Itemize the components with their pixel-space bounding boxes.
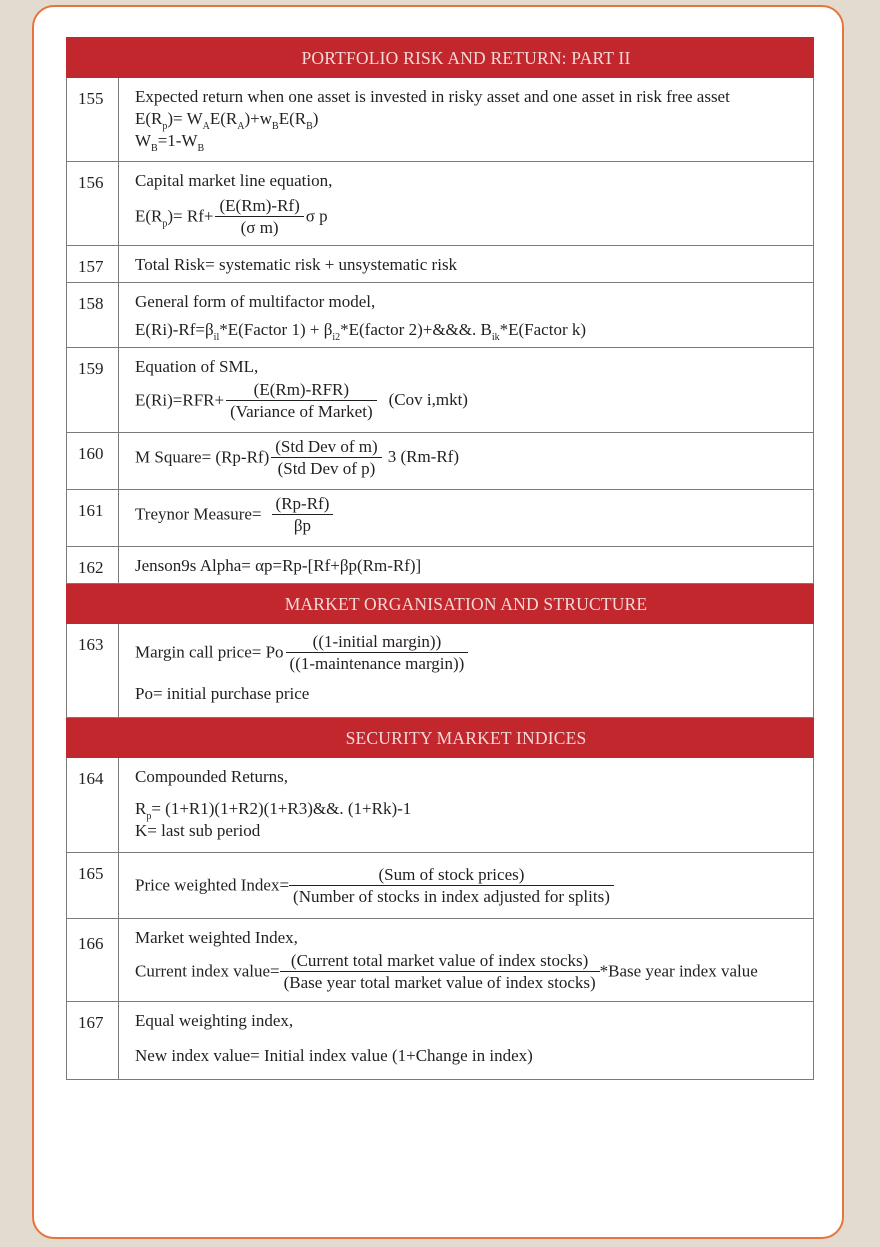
- table-row: [67, 283, 814, 348]
- formula-equation: $W_B=1-W_B$: [135, 131, 205, 154]
- formula-text: K= last sub period: [135, 821, 261, 840]
- table-row: [67, 348, 814, 433]
- formula-equation: Price weighted Index= $\frac{\text{(Sum of stock prices)}}{\text{(Number of stocks in index adjusted for splits)}}$: [135, 865, 813, 908]
- formula-equation: $E(R_p)= Rf+$ $\frac{(E(Rm)-Rf)}{\text{(σ m)}}$ σ p: [135, 196, 328, 237]
- table-row: [67, 490, 814, 547]
- row-number: 167: [67, 1002, 119, 1080]
- table-row: [67, 547, 814, 584]
- row-number: 164: [67, 758, 119, 853]
- row-number: 156: [67, 162, 119, 246]
- formula-cell: [119, 624, 814, 718]
- row-number: 162: [67, 547, 119, 584]
- formula-cell: [119, 162, 814, 246]
- formula-text: Expected return when one asset is invested in risky asset and one asset in risk free asset: [135, 87, 730, 106]
- row-number: 158: [67, 283, 119, 348]
- formula-equation: $E(R_p)= W_AE(R_A)+w_BE(R_B)$: [135, 109, 319, 132]
- formula-text: Market weighted Index,: [135, 928, 298, 947]
- table-row: [67, 919, 814, 1002]
- formula-cell: [119, 1002, 814, 1080]
- table-row: [67, 246, 814, 283]
- fraction: $\frac{\text{(Std Dev of m)}}{\text{(Std Dev of p)}}$: [271, 437, 381, 480]
- row-number: 161: [67, 490, 119, 547]
- formula-equation: M Square= (Rp-Rf) $\frac{\text{(Std Dev of m)}}{\text{(Std Dev of p)}}$ 3 (Rm-Rf): [135, 437, 459, 478]
- fraction: $\frac{(Rp-Rf)}{\beta p}$: [272, 494, 334, 537]
- fraction: $\frac{\text{(E(Rm)-RFR)}}{\text{(Variance of Market)}}$: [226, 380, 377, 423]
- row-number: 155: [67, 78, 119, 162]
- formula-equation: E(Ri)=RFR+ $\frac{\text{(E(Rm)-RFR)}}{\text{(Variance of Market)}}$ (Cov i,mkt): [135, 380, 468, 421]
- row-number: 166: [67, 919, 119, 1002]
- formula-equation: $R_p=$ (1+R1)(1+R2)(1+R3)&&. (1+Rk)-1: [135, 799, 412, 822]
- row-number: 159: [67, 348, 119, 433]
- table-row: [67, 758, 814, 853]
- formula-cell: [119, 758, 814, 853]
- formula-text: Compounded Returns,: [135, 767, 288, 786]
- section-header-portfolio: [67, 38, 814, 78]
- formula-text: New index value= Initial index value (1+Change in index): [135, 1046, 533, 1065]
- section-header-market-organisation: [67, 584, 814, 624]
- table-row: [67, 1002, 814, 1080]
- section-title: MARKET ORGANISATION AND STRUCTURE: [119, 584, 814, 624]
- fraction: $\frac{\text{(Current total market value of index stocks)}}{\text{(Base year total market value of index stocks)}}$: [280, 951, 600, 994]
- table-row: [67, 162, 814, 246]
- formula-text: Jenson9s Alpha= αp=Rp-[Rf+βp(Rm-Rf)]: [135, 556, 422, 575]
- formula-cell: [119, 853, 814, 919]
- formula-equation: Treynor Measure= $\frac{(Rp-Rf)}{\beta p}$: [135, 494, 813, 537]
- fraction: $\frac{\text{((1-initial margin))}}{\text{((1-maintenance margin))}}$: [286, 632, 469, 675]
- fraction: $\frac{(E(Rm)-Rf)}{\text{(σ m)}}$: [215, 196, 303, 239]
- table-row: [67, 78, 814, 162]
- formula-text: Total Risk= systematic risk + unsystematic risk: [135, 255, 458, 274]
- table-row: [67, 433, 814, 490]
- formula-text: Equal weighting index,: [135, 1011, 294, 1030]
- formula-cell: [119, 348, 814, 433]
- formula-table: [66, 37, 814, 1080]
- row-number: 163: [67, 624, 119, 718]
- formula-text: Po= initial purchase price: [135, 684, 310, 703]
- formula-equation: $E(Ri)-Rf=\beta_{il}*E(Factor$ $1) + \beta_{i2}*E(factor$ 2)+&&&. $B_{ik}*E(Factor$ k): [135, 320, 587, 343]
- section-header-security-market-indices: [67, 718, 814, 758]
- formula-text: Capital market line equation,: [135, 171, 333, 190]
- table-row: [67, 853, 814, 919]
- formula-text: Equation of SML,: [135, 357, 259, 376]
- row-number: 165: [67, 853, 119, 919]
- section-title: SECURITY MARKET INDICES: [119, 718, 814, 758]
- formula-cell: [119, 283, 814, 348]
- formula-equation: Margin call price= Po $\frac{\text{((1-initial margin))}}{\text{((1-maintenance margin))}}$: [135, 632, 813, 675]
- row-number: 160: [67, 433, 119, 490]
- table-row: [67, 624, 814, 718]
- formula-cell: [119, 78, 814, 162]
- row-number: 157: [67, 246, 119, 283]
- section-title: PORTFOLIO RISK AND RETURN: PART II: [119, 38, 814, 78]
- formula-cell: [119, 433, 814, 490]
- formula-text: General form of multifactor model,: [135, 292, 376, 311]
- formula-cell: [119, 490, 814, 547]
- formula-equation: Current index value= $\frac{\text{(Current total market value of index stocks)}}{\text{(Base year total market value of index stocks)}}$ *Base year index value: [135, 951, 758, 992]
- formula-cell: [119, 919, 814, 1002]
- formula-cell: [119, 246, 814, 283]
- formula-cell: [119, 547, 814, 584]
- fraction: $\frac{\text{(Sum of stock prices)}}{\text{(Number of stocks in index adjusted for splits)}}$: [289, 865, 614, 908]
